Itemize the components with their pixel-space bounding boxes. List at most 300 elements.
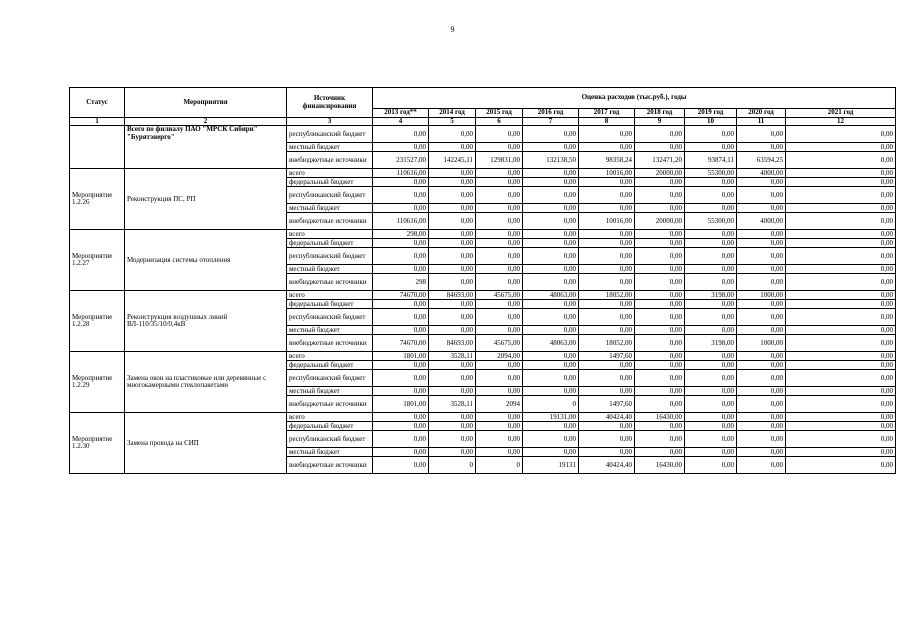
year-header: 2017 год <box>579 109 635 118</box>
value-cell: 0,00 <box>786 413 896 422</box>
value-cell: 0,00 <box>429 265 476 274</box>
value-cell: 84693,00 <box>429 335 476 352</box>
value-cell: 0,00 <box>737 265 786 274</box>
value-cell: 93874,11 <box>685 152 737 169</box>
value-cell: 0,00 <box>523 300 579 309</box>
value-cell: 0,00 <box>635 396 685 413</box>
value-cell: 0,00 <box>786 178 896 187</box>
value-cell: 40424,40 <box>579 457 635 474</box>
status-cell: Мероприятие 1.2.28 <box>70 291 125 352</box>
value-cell: 16430,00 <box>635 413 685 422</box>
value-cell: 3198,00 <box>685 335 737 352</box>
value-cell: 0,00 <box>635 300 685 309</box>
value-cell: 0,00 <box>373 431 429 448</box>
value-cell: 0,00 <box>685 309 737 326</box>
value-cell: 0,00 <box>476 169 523 178</box>
value-cell: 0,00 <box>523 352 579 361</box>
value-cell: 132471,20 <box>635 152 685 169</box>
value-cell: 0,00 <box>429 143 476 152</box>
value-cell: 0,00 <box>429 213 476 230</box>
value-cell: 0,00 <box>429 239 476 248</box>
value-cell: 0,00 <box>373 309 429 326</box>
value-cell: 0,00 <box>579 361 635 370</box>
table-row <box>70 126 896 143</box>
value-cell: 0,00 <box>635 387 685 396</box>
source-cell: республиканский бюджет <box>287 187 373 204</box>
source-cell: федеральный бюджет <box>287 300 373 309</box>
value-cell: 298,00 <box>373 230 429 239</box>
column-number: 5 <box>429 118 476 126</box>
value-cell: 0,00 <box>523 265 579 274</box>
value-cell: 0,00 <box>476 309 523 326</box>
value-cell: 0,00 <box>786 126 896 143</box>
value-cell: 0,00 <box>786 370 896 387</box>
value-cell: 0,00 <box>737 274 786 291</box>
value-cell: 110616,00 <box>373 169 429 178</box>
value-cell: 0,00 <box>579 387 635 396</box>
value-cell: 0,00 <box>523 370 579 387</box>
value-cell: 16430,00 <box>635 457 685 474</box>
value-cell: 0,00 <box>685 361 737 370</box>
value-cell: 0,00 <box>373 187 429 204</box>
value-cell: 0,00 <box>476 213 523 230</box>
value-cell: 0,00 <box>373 178 429 187</box>
value-cell: 48063,00 <box>523 291 579 300</box>
value-cell: 0,00 <box>523 239 579 248</box>
value-cell: 0,00 <box>635 431 685 448</box>
value-cell: 20000,00 <box>635 169 685 178</box>
source-cell: внебюджетные источники <box>287 335 373 352</box>
value-cell: 0,00 <box>786 448 896 457</box>
value-cell: 0,00 <box>476 274 523 291</box>
value-cell: 0,00 <box>737 448 786 457</box>
value-cell: 0 <box>523 396 579 413</box>
value-cell: 0,00 <box>523 422 579 431</box>
value-cell: 0,00 <box>685 413 737 422</box>
value-cell: 0,00 <box>685 457 737 474</box>
value-cell: 0,00 <box>635 361 685 370</box>
value-cell: 0,00 <box>737 187 786 204</box>
value-cell: 0,00 <box>737 457 786 474</box>
value-cell: 0,00 <box>476 143 523 152</box>
value-cell: 0,00 <box>476 431 523 448</box>
value-cell: 0,00 <box>737 422 786 431</box>
value-cell: 0,00 <box>685 230 737 239</box>
source-cell: внебюджетные источники <box>287 396 373 413</box>
event-cell: Модернизация системы отопления <box>125 230 287 291</box>
value-cell: 4000,00 <box>737 169 786 178</box>
source-cell: всего <box>287 413 373 422</box>
value-cell: 231527,00 <box>373 152 429 169</box>
value-cell: 3198,00 <box>685 291 737 300</box>
value-cell: 0,00 <box>685 274 737 291</box>
value-cell: 1000,00 <box>737 335 786 352</box>
header-row <box>70 88 896 109</box>
source-cell: федеральный бюджет <box>287 239 373 248</box>
value-cell: 0,00 <box>429 361 476 370</box>
value-cell: 0,00 <box>685 265 737 274</box>
page-number: 9 <box>450 25 455 34</box>
value-cell: 0,00 <box>786 352 896 361</box>
value-cell: 0,00 <box>786 326 896 335</box>
value-cell: 0,00 <box>786 309 896 326</box>
value-cell: 48063,00 <box>523 335 579 352</box>
source-cell: федеральный бюджет <box>287 422 373 431</box>
value-cell: 0,00 <box>579 274 635 291</box>
value-cell: 0,00 <box>685 448 737 457</box>
value-cell: 0,00 <box>737 143 786 152</box>
value-cell: 3528,11 <box>429 352 476 361</box>
year-header: 2015 год <box>476 109 523 118</box>
value-cell: 0,00 <box>429 248 476 265</box>
value-cell: 0,00 <box>523 248 579 265</box>
value-cell: 0,00 <box>476 300 523 309</box>
table-row <box>70 291 896 300</box>
value-cell: 0,00 <box>635 239 685 248</box>
value-cell: 0,00 <box>429 309 476 326</box>
value-cell: 10016,00 <box>579 169 635 178</box>
value-cell: 0,00 <box>373 126 429 143</box>
value-cell: 0,00 <box>737 352 786 361</box>
source-cell: внебюджетные источники <box>287 457 373 474</box>
value-cell: 0,00 <box>373 361 429 370</box>
header-source: Источник финансирования <box>287 88 373 118</box>
value-cell: 298 <box>373 274 429 291</box>
value-cell: 0,00 <box>737 126 786 143</box>
value-cell: 0,00 <box>429 326 476 335</box>
value-cell: 0,00 <box>635 248 685 265</box>
value-cell: 74670,00 <box>373 335 429 352</box>
value-cell: 0,00 <box>737 309 786 326</box>
value-cell: 0,00 <box>685 422 737 431</box>
value-cell: 0,00 <box>635 265 685 274</box>
value-cell: 0,00 <box>786 457 896 474</box>
value-cell: 0,00 <box>635 230 685 239</box>
value-cell: 0,00 <box>685 370 737 387</box>
value-cell: 0,00 <box>685 352 737 361</box>
value-cell: 0,00 <box>786 300 896 309</box>
value-cell: 45675,00 <box>476 335 523 352</box>
value-cell: 0,00 <box>476 413 523 422</box>
column-number: 10 <box>685 118 737 126</box>
column-number: 3 <box>287 118 373 126</box>
value-cell: 0,00 <box>579 431 635 448</box>
value-cell: 0,00 <box>429 204 476 213</box>
value-cell: 0,00 <box>476 230 523 239</box>
year-header: 2021 год <box>786 109 896 118</box>
value-cell: 0,00 <box>476 387 523 396</box>
value-cell: 0,00 <box>737 387 786 396</box>
source-cell: местный бюджет <box>287 204 373 213</box>
value-cell: 0,00 <box>685 326 737 335</box>
value-cell: 0,00 <box>579 239 635 248</box>
value-cell: 0,00 <box>373 457 429 474</box>
event-cell: Замена окон на пластиковые или деревянные с многокамерными стеклопакетами <box>125 352 287 413</box>
column-number: 8 <box>579 118 635 126</box>
value-cell: 0,00 <box>523 387 579 396</box>
value-cell: 0,00 <box>737 326 786 335</box>
value-cell: 0,00 <box>476 361 523 370</box>
value-cell: 0,00 <box>786 274 896 291</box>
value-cell: 0,00 <box>579 143 635 152</box>
year-header: 2016 год <box>523 109 579 118</box>
value-cell: 0,00 <box>786 335 896 352</box>
value-cell: 0,00 <box>737 361 786 370</box>
value-cell: 0,00 <box>635 326 685 335</box>
value-cell: 0,00 <box>737 230 786 239</box>
value-cell: 0 <box>429 457 476 474</box>
status-cell: Мероприятие 1.2.30 <box>70 413 125 474</box>
value-cell: 0,00 <box>373 370 429 387</box>
value-cell: 0,00 <box>786 169 896 178</box>
value-cell: 0,00 <box>737 413 786 422</box>
value-cell: 0,00 <box>373 248 429 265</box>
source-cell: федеральный бюджет <box>287 178 373 187</box>
value-cell: 0,00 <box>429 274 476 291</box>
value-cell: 0,00 <box>476 265 523 274</box>
value-cell: 0,00 <box>786 204 896 213</box>
table-row <box>70 169 896 178</box>
value-cell: 0,00 <box>373 265 429 274</box>
source-cell: республиканский бюджет <box>287 248 373 265</box>
value-cell: 0,00 <box>579 300 635 309</box>
value-cell: 0,00 <box>523 126 579 143</box>
value-cell: 0,00 <box>685 431 737 448</box>
value-cell: 0,00 <box>737 204 786 213</box>
value-cell: 20000,00 <box>635 213 685 230</box>
source-cell: местный бюджет <box>287 387 373 396</box>
value-cell: 129831,00 <box>476 152 523 169</box>
value-cell: 0,00 <box>429 187 476 204</box>
year-header: 2018 год <box>635 109 685 118</box>
value-cell: 0,00 <box>685 300 737 309</box>
value-cell: 0,00 <box>737 300 786 309</box>
value-cell: 0,00 <box>635 143 685 152</box>
event-cell: Реконструкция воздушных линий ВЛ-110/35/10/0,4кВ <box>125 291 287 352</box>
value-cell: 4000,00 <box>737 213 786 230</box>
value-cell: 0,00 <box>429 230 476 239</box>
value-cell: 0,00 <box>429 370 476 387</box>
value-cell: 0,00 <box>786 213 896 230</box>
value-cell: 0,00 <box>786 239 896 248</box>
value-cell: 84693,00 <box>429 291 476 300</box>
value-cell: 0,00 <box>523 431 579 448</box>
value-cell: 1801,00 <box>373 396 429 413</box>
column-number: 9 <box>635 118 685 126</box>
source-cell: республиканский бюджет <box>287 309 373 326</box>
status-cell: Мероприятие 1.2.26 <box>70 169 125 230</box>
value-cell: 0,00 <box>786 152 896 169</box>
value-cell: 0,00 <box>429 413 476 422</box>
value-cell: 0,00 <box>429 300 476 309</box>
value-cell: 0,00 <box>523 326 579 335</box>
source-cell: внебюджетные источники <box>287 152 373 169</box>
value-cell: 0,00 <box>523 169 579 178</box>
value-cell: 0,00 <box>579 370 635 387</box>
source-cell: всего <box>287 169 373 178</box>
table-row <box>70 230 896 239</box>
value-cell: 0,00 <box>786 396 896 413</box>
source-cell: республиканский бюджет <box>287 126 373 143</box>
value-cell: 0,00 <box>523 361 579 370</box>
header-estimate: Оценка расходов (тыс.руб.), годы <box>373 88 896 109</box>
value-cell: 0,00 <box>579 265 635 274</box>
value-cell: 0,00 <box>373 413 429 422</box>
value-cell: 0,00 <box>476 448 523 457</box>
value-cell: 0,00 <box>476 370 523 387</box>
value-cell: 0,00 <box>523 230 579 239</box>
value-cell: 3528,11 <box>429 396 476 413</box>
year-header: 2020 год <box>737 109 786 118</box>
value-cell: 0,00 <box>523 309 579 326</box>
column-number: 2 <box>125 118 287 126</box>
value-cell: 0,00 <box>786 265 896 274</box>
value-cell: 0,00 <box>579 178 635 187</box>
status-cell: Мероприятие 1.2.27 <box>70 230 125 291</box>
value-cell: 19131 <box>523 457 579 474</box>
value-cell: 45675,00 <box>476 291 523 300</box>
value-cell: 0,00 <box>685 204 737 213</box>
value-cell: 55300,00 <box>685 213 737 230</box>
value-cell: 0,00 <box>429 126 476 143</box>
value-cell: 0,00 <box>523 187 579 204</box>
value-cell: 0,00 <box>523 448 579 457</box>
value-cell: 0,00 <box>579 422 635 431</box>
value-cell: 0,00 <box>635 448 685 457</box>
event-cell: Реконструкция ПС, РП <box>125 169 287 230</box>
value-cell: 0,00 <box>579 230 635 239</box>
value-cell: 0,00 <box>786 422 896 431</box>
column-number: 1 <box>70 118 125 126</box>
value-cell: 0,00 <box>786 248 896 265</box>
year-header: 2014 год <box>429 109 476 118</box>
source-cell: всего <box>287 291 373 300</box>
value-cell: 1801,00 <box>373 352 429 361</box>
table-row <box>70 413 896 422</box>
value-cell: 0,00 <box>429 178 476 187</box>
value-cell: 1497,60 <box>579 352 635 361</box>
value-cell: 2094 <box>476 396 523 413</box>
value-cell: 40424,40 <box>579 413 635 422</box>
value-cell: 0,00 <box>786 387 896 396</box>
value-cell: 55300,00 <box>685 169 737 178</box>
value-cell: 0,00 <box>373 239 429 248</box>
value-cell: 0,00 <box>635 422 685 431</box>
value-cell: 0,00 <box>737 396 786 413</box>
value-cell: 142245,11 <box>429 152 476 169</box>
value-cell: 0,00 <box>786 291 896 300</box>
value-cell: 0,00 <box>786 187 896 204</box>
value-cell: 0,00 <box>579 187 635 204</box>
value-cell: 18052,00 <box>579 291 635 300</box>
table-row <box>70 352 896 361</box>
value-cell: 0,00 <box>579 309 635 326</box>
value-cell: 0,00 <box>579 204 635 213</box>
year-header: 2013 год** <box>373 109 429 118</box>
value-cell: 0,00 <box>476 326 523 335</box>
value-cell: 0,00 <box>373 143 429 152</box>
value-cell: 0,00 <box>429 431 476 448</box>
value-cell: 0,00 <box>373 300 429 309</box>
value-cell: 0,00 <box>786 230 896 239</box>
value-cell: 1497,60 <box>579 396 635 413</box>
header-event: Мероприятия <box>125 88 287 118</box>
source-cell: федеральный бюджет <box>287 361 373 370</box>
value-cell: 0,00 <box>429 448 476 457</box>
value-cell: 0,00 <box>373 204 429 213</box>
value-cell: 0,00 <box>685 396 737 413</box>
value-cell: 0,00 <box>523 204 579 213</box>
value-cell: 0,00 <box>786 361 896 370</box>
value-cell: 0,00 <box>429 169 476 178</box>
value-cell: 2094,00 <box>476 352 523 361</box>
event-cell: Всего по филиалу ПАО "МРСК Сибири" "Бурятэнерго" <box>125 126 287 169</box>
source-cell: местный бюджет <box>287 326 373 335</box>
value-cell: 0,00 <box>373 422 429 431</box>
value-cell: 0,00 <box>786 143 896 152</box>
value-cell: 0,00 <box>476 178 523 187</box>
value-cell: 0,00 <box>737 370 786 387</box>
table-body <box>70 126 896 474</box>
budget-table <box>69 87 896 474</box>
value-cell: 0 <box>476 457 523 474</box>
year-header: 2019 год <box>685 109 737 118</box>
value-cell: 0,00 <box>635 274 685 291</box>
value-cell: 0,00 <box>476 204 523 213</box>
value-cell: 0,00 <box>373 448 429 457</box>
value-cell: 0,00 <box>635 291 685 300</box>
value-cell: 0,00 <box>476 126 523 143</box>
value-cell: 0,00 <box>523 213 579 230</box>
value-cell: 98358,24 <box>579 152 635 169</box>
value-cell: 0,00 <box>523 178 579 187</box>
value-cell: 1000,00 <box>737 291 786 300</box>
value-cell: 0,00 <box>635 126 685 143</box>
value-cell: 19131,00 <box>523 413 579 422</box>
value-cell: 0,00 <box>429 387 476 396</box>
value-cell: 0,00 <box>476 248 523 265</box>
value-cell: 0,00 <box>476 187 523 204</box>
value-cell: 0,00 <box>737 239 786 248</box>
value-cell: 0,00 <box>579 448 635 457</box>
value-cell: 63594,25 <box>737 152 786 169</box>
value-cell: 0,00 <box>635 204 685 213</box>
value-cell: 0,00 <box>476 239 523 248</box>
column-number: 6 <box>476 118 523 126</box>
value-cell: 0,00 <box>579 248 635 265</box>
source-cell: местный бюджет <box>287 448 373 457</box>
value-cell: 0,00 <box>685 178 737 187</box>
source-cell: всего <box>287 230 373 239</box>
value-cell: 0,00 <box>579 126 635 143</box>
value-cell: 0,00 <box>685 387 737 396</box>
source-cell: внебюджетные источники <box>287 213 373 230</box>
value-cell: 0,00 <box>635 187 685 204</box>
value-cell: 0,00 <box>429 422 476 431</box>
source-cell: республиканский бюджет <box>287 431 373 448</box>
column-number: 4 <box>373 118 429 126</box>
value-cell: 0,00 <box>786 431 896 448</box>
value-cell: 10016,00 <box>579 213 635 230</box>
value-cell: 132138,50 <box>523 152 579 169</box>
column-number: 12 <box>786 118 896 126</box>
value-cell: 0,00 <box>685 126 737 143</box>
value-cell: 0,00 <box>737 178 786 187</box>
value-cell: 0,00 <box>685 248 737 265</box>
value-cell: 0,00 <box>373 387 429 396</box>
value-cell: 0,00 <box>635 309 685 326</box>
value-cell: 0,00 <box>685 187 737 204</box>
